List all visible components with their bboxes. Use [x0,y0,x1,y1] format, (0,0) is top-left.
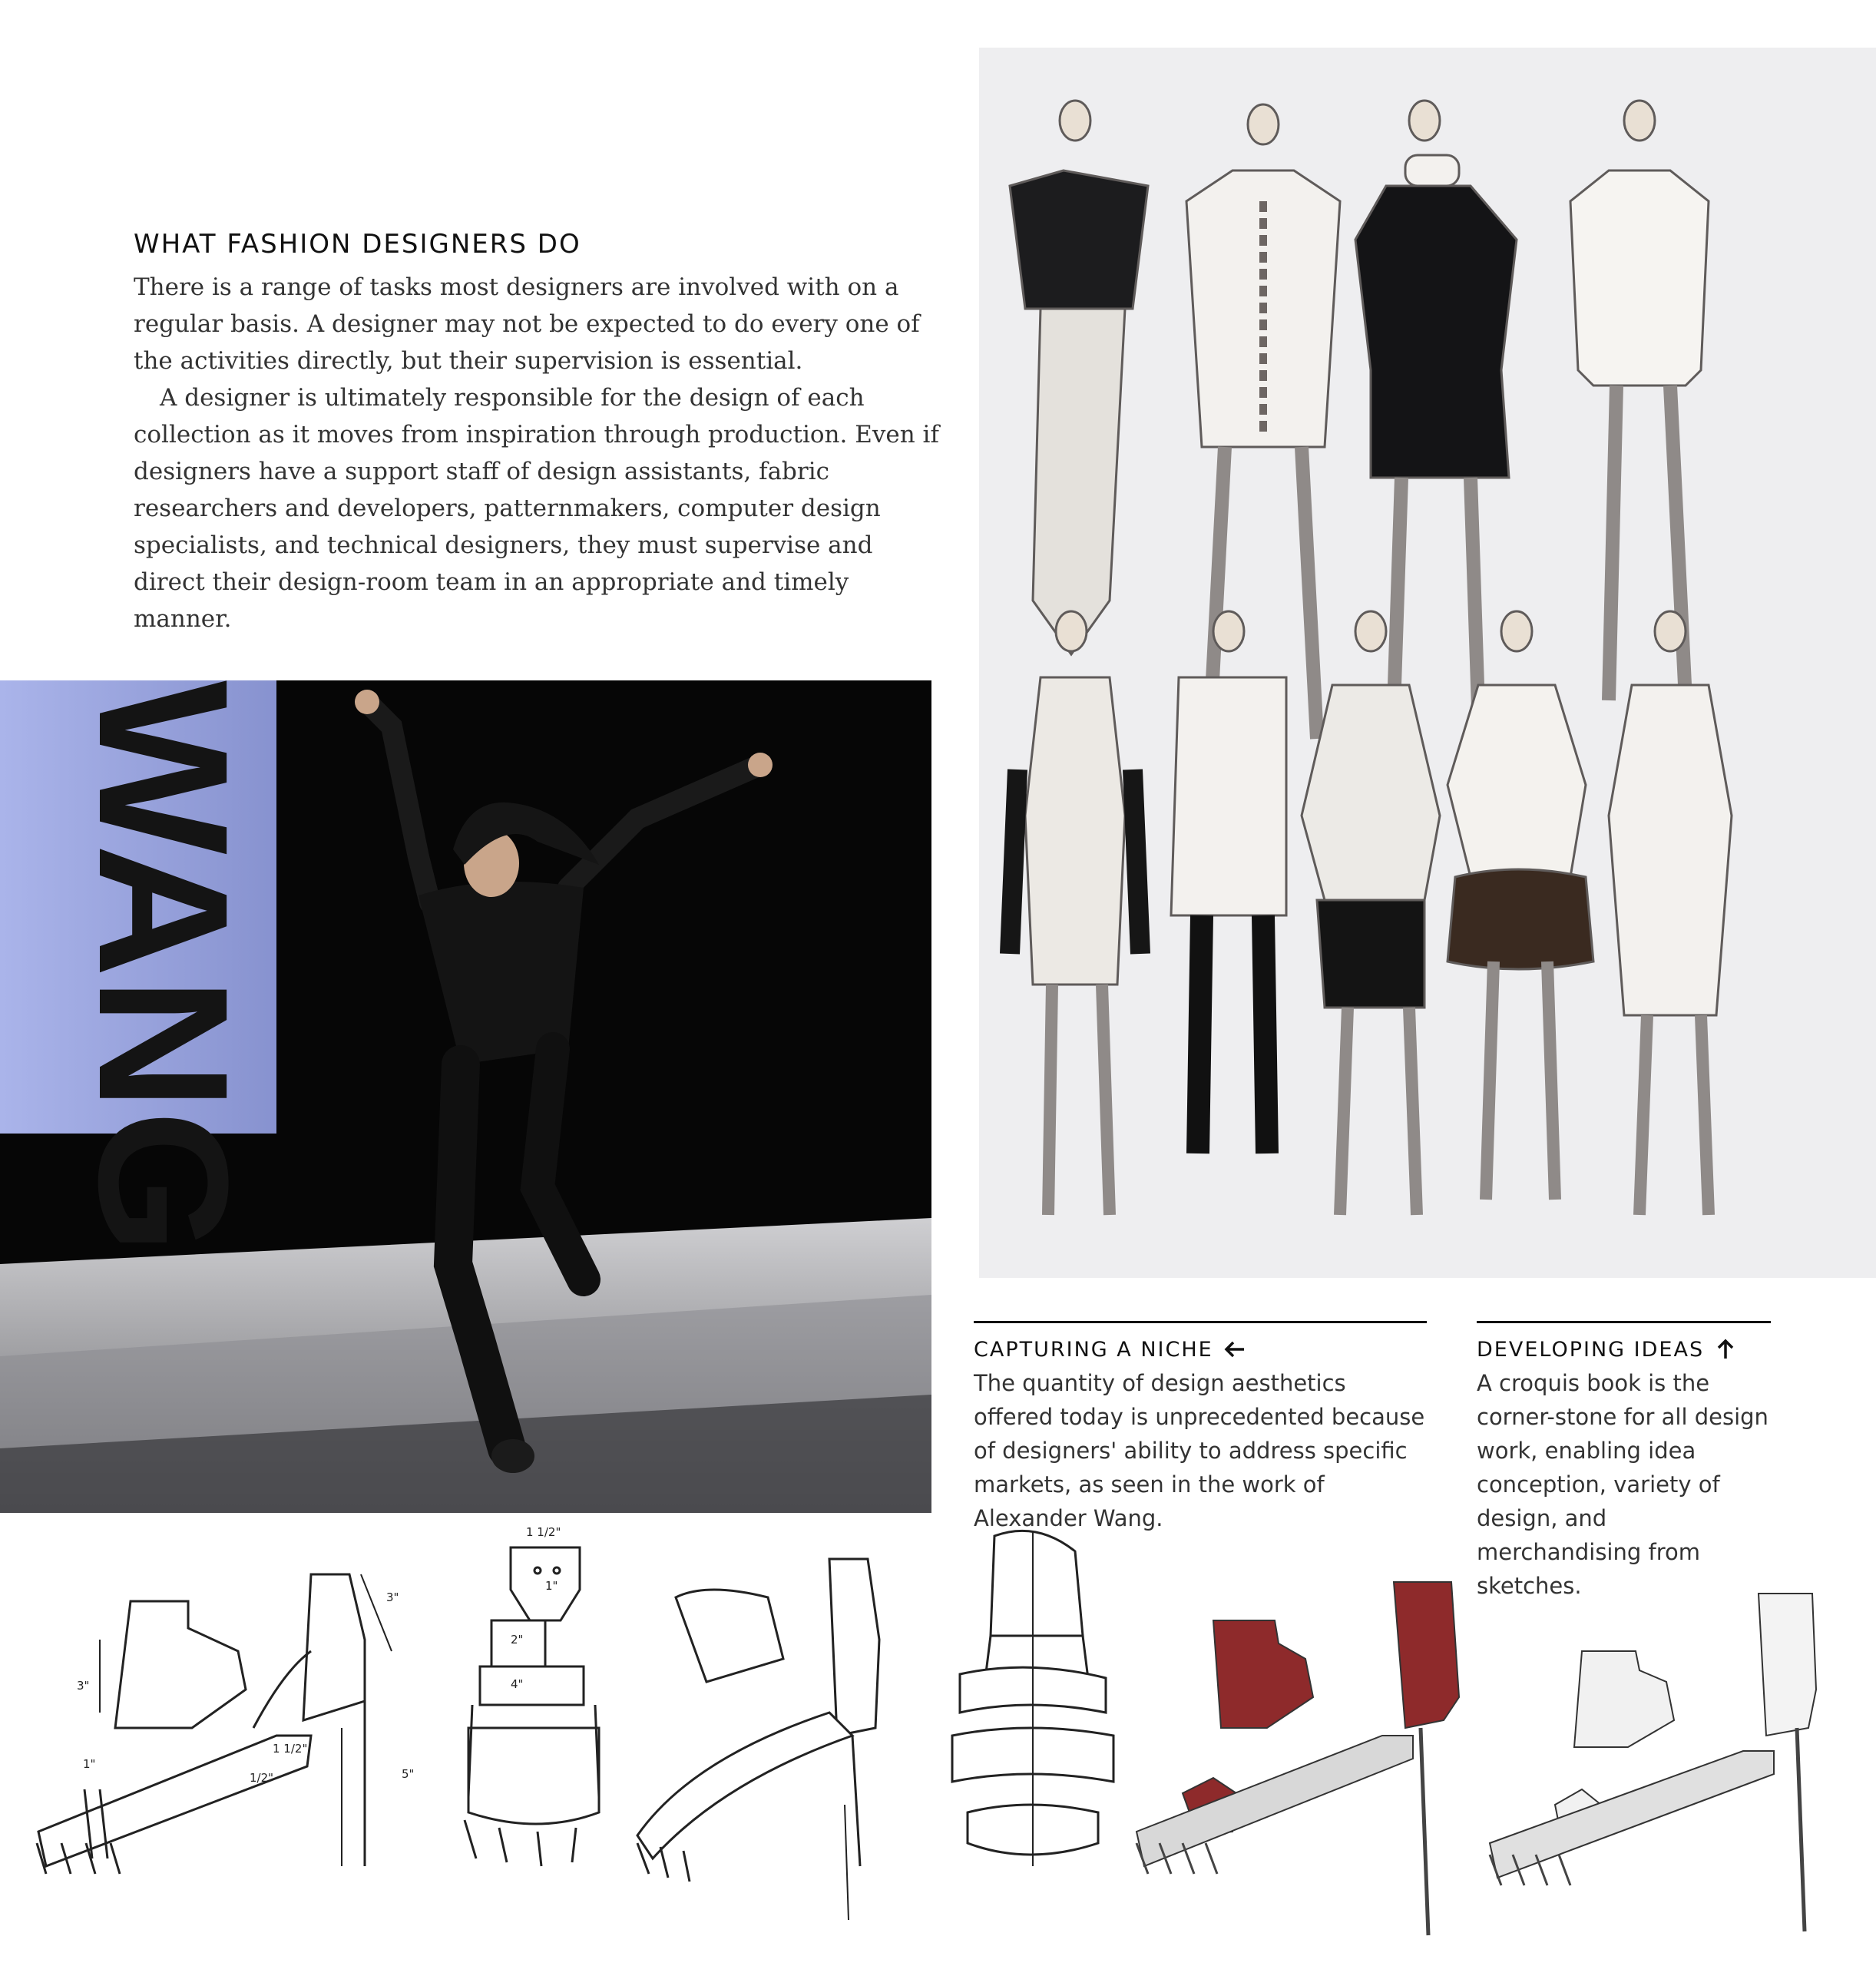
croquis-drawing [979,48,1876,1278]
caption-text: A croquis book is the corner-stone for all design work, enabling idea conception, variety of design, and merchandising from sketches. [1477,1370,1768,1599]
arrow-up-icon [1713,1337,1738,1362]
caption-capturing-niche [974,1321,1427,1535]
dim-label: 1 1/2" [526,1525,561,1539]
shoe-white-colorway [1490,1594,1816,1931]
dim-label: 1/2" [250,1771,274,1785]
section-heading: WHAT FASHION DESIGNERS DO [134,229,581,260]
shoe-back-view [952,1531,1113,1866]
dim-label: 1" [545,1579,558,1593]
caption-title-text: CAPTURING A NICHE [974,1337,1213,1362]
dim-label: 1" [83,1757,96,1771]
croquis-sketch [979,48,1876,1278]
shoe-red-colorway [1137,1582,1459,1935]
shoe-front-view [465,1547,599,1866]
caption-title-text: DEVELOPING IDEAS [1477,1337,1705,1362]
dim-label: 1 1/2" [273,1742,308,1756]
body-text [134,269,940,637]
caption-title [974,1337,1427,1362]
arrow-left-icon [1223,1337,1247,1362]
backdrop-text: WANG [61,680,266,1254]
caption-text: The quantity of design aesthetics offered today is unprecedented because of designers' ability to address specific markets, as seen in the work of Alexander Wang. [974,1370,1425,1531]
shoe-technical-drawings [0,1505,1876,1966]
paragraph-1: There is a range of tasks most designers are involved with on a regular basis. A designer may not be expected to do every one of the activities directly, but their supervision is essential. [134,273,920,375]
paragraph-2: A designer is ultimately responsible for the design of each collection as it moves from inspiration through production. Even if designers have a support staff of design assistants, fabric researchers and developers, patternmakers, computer design specialists, and technical designers, they must supervise and direct their design-room team in an appropriate and timely manner. [134,384,939,633]
caption-title [1477,1337,1771,1362]
dim-label: 3" [77,1679,90,1693]
dim-label: 4" [511,1677,524,1691]
dim-label: 2" [511,1633,524,1647]
runway-photo [0,680,931,1513]
shoe-three-quarter-view [637,1559,879,1920]
dim-label: 5" [402,1767,415,1781]
shoe-side-view [37,1574,392,1874]
runway-photo-drawing [0,680,931,1513]
dim-label: 3" [386,1590,399,1604]
